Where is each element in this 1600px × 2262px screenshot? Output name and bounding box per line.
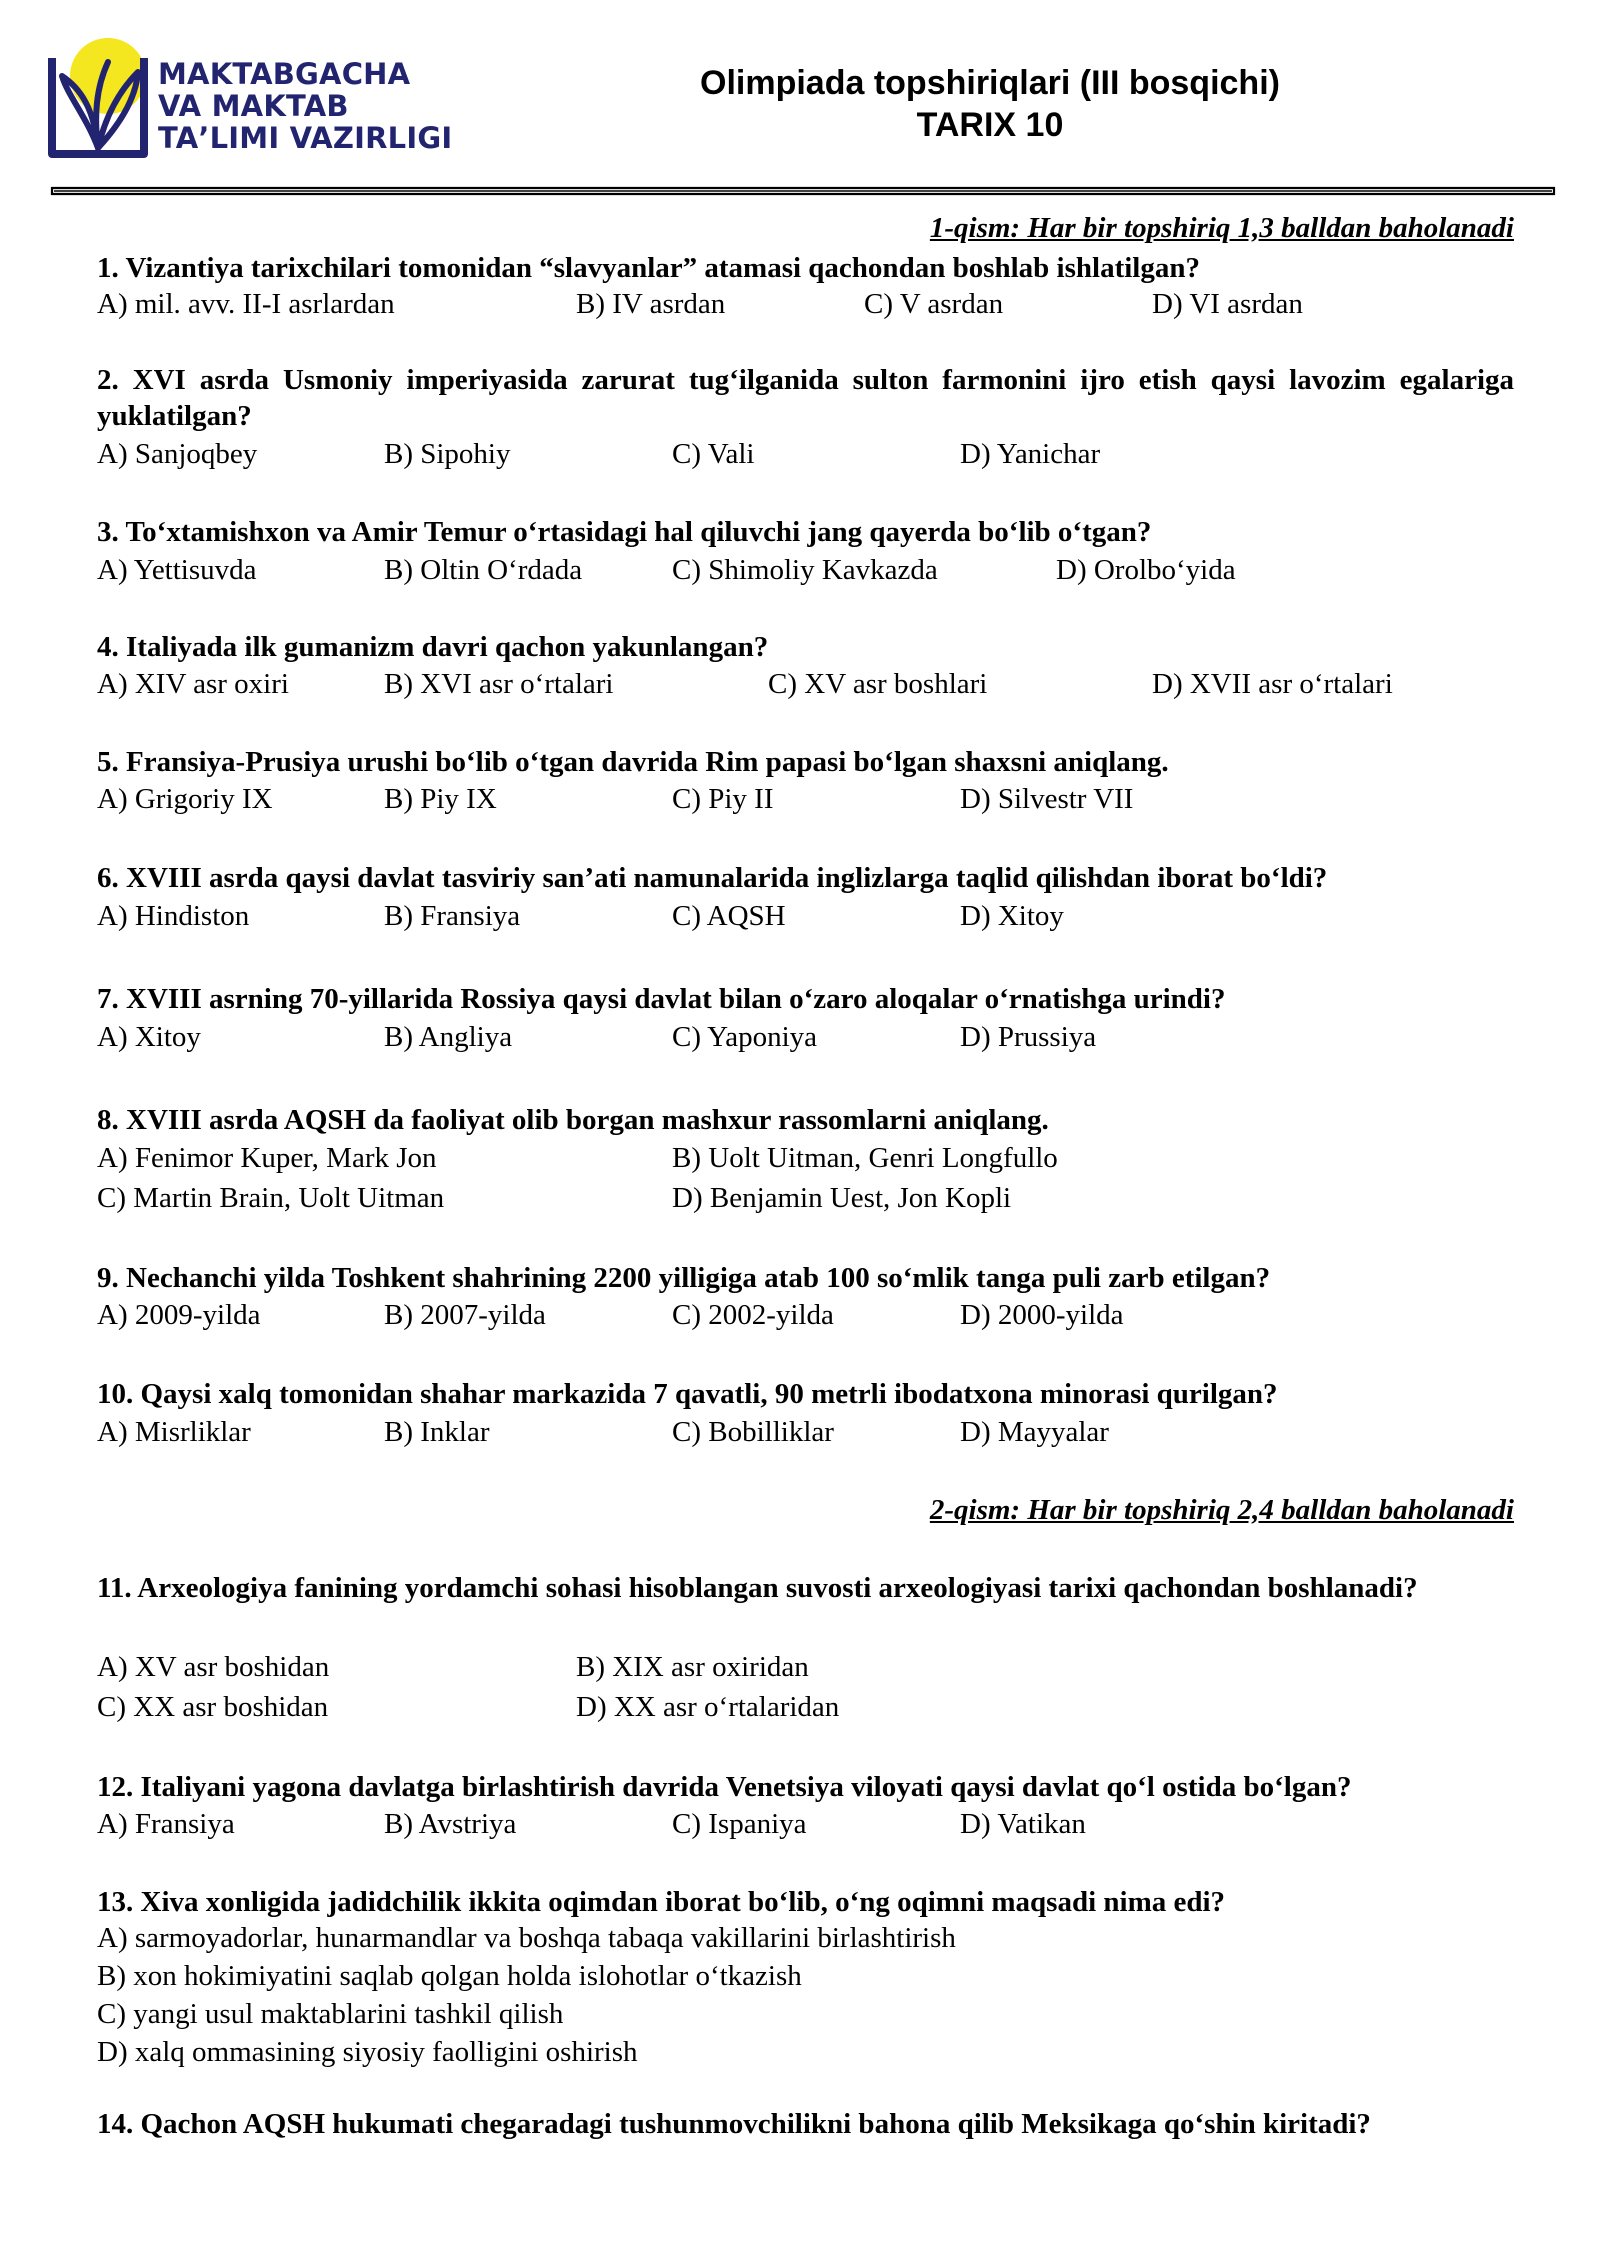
logo-line-2: VA MAKTAB bbox=[158, 89, 349, 123]
book-leaf-emblem-icon bbox=[46, 36, 156, 166]
header-divider bbox=[48, 186, 1558, 196]
option[interactable]: D) Benjamin Uest, Jon Kopli bbox=[672, 1182, 1012, 1214]
option[interactable]: A) 2009-yilda bbox=[97, 1299, 261, 1331]
option[interactable]: B) Piy IX bbox=[384, 783, 497, 815]
question-4: 4. Italiyada ilk gumanizm davri qachon yakunlangan? bbox=[97, 631, 769, 663]
option[interactable]: A) Sanjoqbey bbox=[97, 438, 258, 470]
option[interactable]: B) IV asrdan bbox=[576, 288, 726, 320]
question-10: 10. Qaysi xalq tomonidan shahar markazida 7 qavatli, 90 metrli ibodatxona minorasi qurilgan? bbox=[97, 1378, 1278, 1410]
option[interactable]: D) Vatikan bbox=[960, 1808, 1086, 1840]
logo-line-1: MAKTABGACHA bbox=[158, 57, 411, 91]
option[interactable]: C) AQSH bbox=[672, 900, 786, 932]
question-11: 11. Arxeologiya fanining yordamchi sohasi hisoblangan suvosti arxeologiyasi tarixi qachondan boshlanadi? bbox=[97, 1572, 1418, 1604]
question-12: 12. Italiyani yagona davlatga birlashtirish davrida Venetsiya viloyati qaysi davlat qo‘l ostida bo‘lgan? bbox=[97, 1771, 1352, 1803]
option[interactable]: D) Prussiya bbox=[960, 1021, 1097, 1053]
option[interactable]: C) Shimoliy Kavkazda bbox=[672, 554, 938, 586]
option[interactable]: D) Silvestr VII bbox=[960, 783, 1134, 815]
option[interactable]: A) sarmoyadorlar, hunarmandlar va boshqa tabaqa vakillarini birlashtirish bbox=[97, 1922, 956, 1954]
logo-wordmark bbox=[158, 58, 452, 154]
option[interactable]: B) XIX asr oxiridan bbox=[576, 1651, 809, 1683]
option[interactable]: C) XV asr boshlari bbox=[768, 668, 988, 700]
option[interactable]: C) Martin Brain, Uolt Uitman bbox=[97, 1182, 445, 1214]
option[interactable]: C) XX asr boshidan bbox=[97, 1691, 329, 1723]
question-2: 2. XVI asrda Usmoniy imperiyasida zarurat tug‘ilganida sulton farmonini ijro etish qaysi lavozim egalariga yuklatilgan? bbox=[97, 364, 1514, 432]
option[interactable]: B) 2007-yilda bbox=[384, 1299, 546, 1331]
ministry-logo bbox=[46, 36, 453, 166]
section-heading-2: 2-qism: Har bir topshiriq 2,4 balldan baholanadi bbox=[929, 1494, 1514, 1526]
document-subtitle: TARIX 10 bbox=[916, 106, 1064, 144]
option[interactable]: A) mil. avv. II-I asrlardan bbox=[97, 288, 395, 320]
document-title: Olimpiada topshiriqlari (III bosqichi) bbox=[700, 64, 1280, 102]
option[interactable]: D) xalq ommasining siyosiy faolligini oshirish bbox=[97, 2036, 638, 2068]
document-title-block bbox=[560, 62, 1420, 146]
option[interactable]: B) Sipohiy bbox=[384, 438, 511, 470]
option[interactable]: A) Grigoriy IX bbox=[97, 783, 273, 815]
option[interactable]: C) yangi usul maktablarini tashkil qilish bbox=[97, 1998, 564, 2030]
option[interactable]: C) Yaponiya bbox=[672, 1021, 818, 1053]
question-7: 7. XVIII asrning 70-yillarida Rossiya qaysi davlat bilan o‘zaro aloqalar o‘rnatishga urindi? bbox=[97, 983, 1226, 1015]
question-13-options bbox=[97, 1919, 1514, 2071]
option[interactable]: D) Orolbo‘yida bbox=[1056, 554, 1236, 586]
option[interactable]: D) Mayyalar bbox=[960, 1416, 1109, 1448]
question-6: 6. XVIII asrda qaysi davlat tasviriy san’ati namunalarida inglizlarga taqlid qilishdan iborat bo‘ldi? bbox=[97, 862, 1328, 894]
option[interactable]: D) VI asrdan bbox=[1152, 288, 1303, 320]
option[interactable]: D) Xitoy bbox=[960, 900, 1064, 932]
question-9: 9. Nechanchi yilda Toshkent shahrining 2200 yilligiga atab 100 so‘mlik tanga puli zarb etilgan? bbox=[97, 1262, 1271, 1294]
option[interactable]: B) Angliya bbox=[384, 1021, 513, 1053]
option[interactable]: C) Bobilliklar bbox=[672, 1416, 834, 1448]
option[interactable]: A) Misrliklar bbox=[97, 1416, 251, 1448]
option[interactable]: B) xon hokimiyatini saqlab qolgan holda islohotlar o‘tkazish bbox=[97, 1960, 802, 1992]
option[interactable]: C) 2002-yilda bbox=[672, 1299, 834, 1331]
option[interactable]: D) XVII asr o‘rtalari bbox=[1152, 668, 1393, 700]
option[interactable]: C) V asrdan bbox=[864, 288, 1004, 320]
option[interactable]: B) Uolt Uitman, Genri Longfullo bbox=[672, 1142, 1058, 1174]
option[interactable]: A) Hindiston bbox=[97, 900, 250, 932]
logo-line-3: TAʼLIMI VAZIRLIGI bbox=[158, 121, 453, 155]
option[interactable]: B) Inklar bbox=[384, 1416, 490, 1448]
option[interactable]: C) Piy II bbox=[672, 783, 774, 815]
question-3: 3. To‘xtamishxon va Amir Temur o‘rtasidagi hal qiluvchi jang qayerda bo‘lib o‘tgan? bbox=[97, 516, 1152, 548]
option[interactable]: B) Avstriya bbox=[384, 1808, 517, 1840]
option[interactable]: D) 2000-yilda bbox=[960, 1299, 1124, 1331]
option[interactable]: A) Xitoy bbox=[97, 1021, 201, 1053]
option[interactable]: C) Vali bbox=[672, 438, 755, 470]
question-14: 14. Qachon AQSH hukumati chegaradagi tushunmovchilikni bahona qilib Meksikaga qo‘shin kiritadi? bbox=[97, 2108, 1371, 2140]
option[interactable]: A) XV asr boshidan bbox=[97, 1651, 330, 1683]
option[interactable]: D) XX asr o‘rtalaridan bbox=[576, 1691, 840, 1723]
option[interactable]: C) Ispaniya bbox=[672, 1808, 807, 1840]
option[interactable]: D) Yanichar bbox=[960, 438, 1101, 470]
option[interactable]: A) Fransiya bbox=[97, 1808, 235, 1840]
option[interactable]: B) Fransiya bbox=[384, 900, 521, 932]
question-8: 8. XVIII asrda AQSH da faoliyat olib borgan mashxur rassomlarni aniqlang. bbox=[97, 1104, 1049, 1136]
option[interactable]: A) Yettisuvda bbox=[97, 554, 257, 586]
section-heading-1: 1-qism: Har bir topshiriq 1,3 balldan baholanadi bbox=[929, 212, 1514, 244]
question-5: 5. Fransiya-Prusiya urushi bo‘lib o‘tgan davrida Rim papasi bo‘lgan shaxsni aniqlang. bbox=[97, 746, 1169, 778]
option[interactable]: B) Oltin O‘rdada bbox=[384, 554, 583, 586]
question-1: 1. Vizantiya tarixchilari tomonidan “slavyanlar” atamasi qachondan boshlab ishlatilgan? bbox=[97, 252, 1200, 284]
option[interactable]: A) Fenimor Kuper, Mark Jon bbox=[97, 1142, 437, 1174]
option[interactable]: B) XVI asr o‘rtalari bbox=[384, 668, 614, 700]
option[interactable]: A) XIV asr oxiri bbox=[97, 668, 289, 700]
question-13: 13. Xiva xonligida jadidchilik ikkita oqimdan iborat bo‘lib, o‘ng oqimni maqsadi nima edi? bbox=[97, 1886, 1226, 1918]
